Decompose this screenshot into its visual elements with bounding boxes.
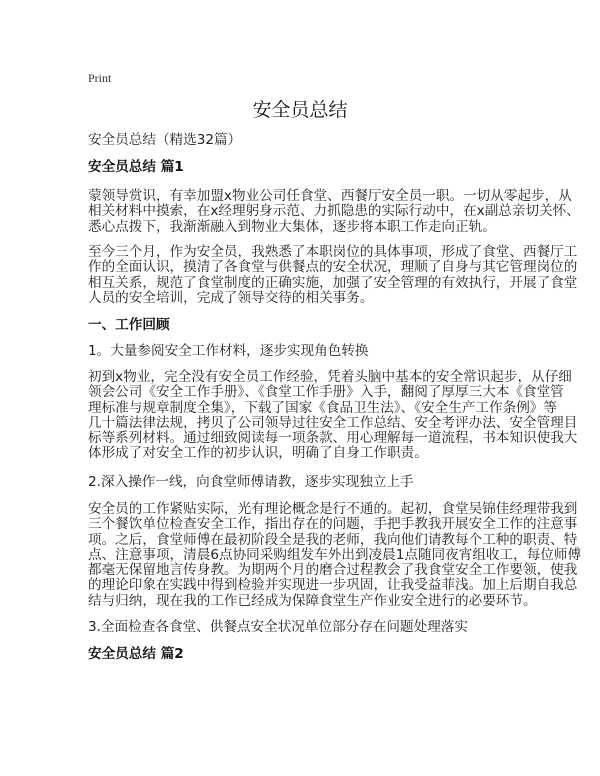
print-link[interactable]: Print [88,71,112,85]
text-line: 人员的安全培训，完成了领导交待的相关事务。 [88,289,374,306]
text-line: 至今三个月，作为安全员，我熟悉了本职岗位的具体事项，形成了食堂、西餐厅工 [88,244,578,260]
text-line: 结与归纳，现在我的工作已经成为保障食堂生产作业安全进行的必要环节。 [88,592,537,609]
text-line: 作的全面认识，摸清了各食堂与供餐点的安全状况，理顺了自身与其它管理岗位的 [88,259,578,276]
text-line: 体形成了对安全工作的初步认识，明确了自身工作职责。 [88,445,428,462]
text-line: 相关材料中摸索，在x经理躬身示范、力抓隐患的实际行动中，在x副总亲切关怀、 [88,203,580,220]
item-heading-3: 3.全面检查各食堂、供餐点安全状况单位部分存在问题处理落实 [88,619,468,635]
paragraph-4 [88,502,581,609]
text-line: 相互关系，规范了食堂制度的正确实施，加强了安全管理的有效执行，开展了食堂 [88,274,578,291]
text-line: 几十篇法律法规，拷贝了公司领导过往安全工作总结、安全考评办法、安全管理目 [88,414,578,431]
text-line: 安全员的工作紧贴实际，光有理论概念是行不通的。起初，食堂吴锦佳经理带我到 [88,501,578,517]
article-heading-1: 安全员总结 篇1 [88,159,184,175]
page-title: 安全员总结 [252,99,348,121]
text-line: 的理论印象在实践中得到检验并实现进一步巩固，让我受益菲浅。加上后期自我总 [88,577,578,594]
paragraph-1 [88,189,580,235]
text-line: 都毫无保留地言传身教。为期两个月的磨合过程教会了我食堂安全工作要领，使我 [88,562,578,579]
text-line: 三个餐饮单位检查安全工作，指出存在的问题，手把手教我开展安全工作的注意事 [88,516,578,533]
subtitle: 安全员总结（精选32篇） [88,132,242,148]
paragraph-2 [88,245,577,306]
article-heading-2: 安全员总结 篇2 [88,646,184,662]
text-line: 点、注意事项，清晨6点协同采购组发车外出到凌晨1点随同夜宵组收工，每位师傅 [88,546,582,563]
item-heading-2: 2.深入操作一线，向食堂师傅请教，逐步实现独立上手 [88,474,414,490]
section-heading: 一、工作回顾 [88,317,170,333]
text-line: 蒙领导赏识，有幸加盟x物业公司任食堂、西餐厅安全员一职。一切从零起步，从 [88,188,572,204]
text-line: 理标准与规章制度全集》，下载了国家《食品卫生法》、《安全生产工作条例》等 [88,399,557,416]
text-line: 项。之后，食堂师傅在最初阶段全是我的老师，我向他们请教每个工种的职责、特 [88,531,578,548]
text-line: 领会公司《安全工作手册》、《食堂工作手册》入手，翻阅了厚厚三大本《食堂管 [88,384,564,401]
paragraph-3 [88,370,577,462]
text-line: 标等系列材料。通过细致阅读每一项条款、用心理解每一道流程，书本知识使我大 [88,430,578,447]
item-heading-1: 1。大量参阅安全工作材料，逐步实现角色转换 [88,343,369,359]
text-line: 初到x物业，完全没有安全员工作经验，凭着头脑中基本的安全常识起步，从仔细 [88,369,572,385]
text-line: 悉心点拨下，我渐渐融入到物业大集体，逐步将本职工作走向正轨。 [88,218,496,235]
